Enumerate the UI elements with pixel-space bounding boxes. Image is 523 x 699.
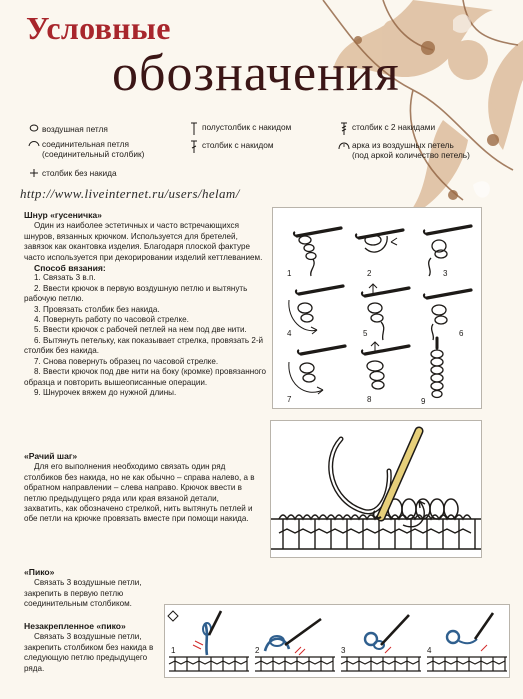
source-url: http://www.liveinternet.ru/users/helam/ — [20, 186, 240, 201]
figure-number: 8 — [367, 395, 372, 404]
symbol-legend — [0, 116, 523, 180]
section-heading: «Рачий шаг» — [24, 451, 78, 461]
crab-stitch-figure — [270, 420, 482, 558]
legend-item-treble — [336, 122, 435, 136]
double-crochet-symbol-icon — [186, 140, 202, 154]
chain-symbol-icon — [26, 124, 42, 138]
legend-label: воздушная петля — [42, 124, 108, 134]
figure-number: 4 — [427, 646, 432, 655]
page-title-line1: Условные — [26, 10, 171, 46]
plus-symbol-icon — [26, 168, 42, 182]
cord-step-4 — [287, 286, 343, 338]
figure-number: 7 — [287, 395, 292, 404]
cord-step-6 — [424, 290, 471, 340]
legend-label: столбик с накидом — [202, 140, 274, 150]
crab-stitch-illustration — [271, 421, 481, 557]
legend-item-chain — [26, 124, 108, 138]
figure-number: 9 — [421, 397, 426, 406]
legend-label: соединительная петля — [42, 139, 129, 149]
section-text: Связать 3 воздушные петли, закрепить столбиком без накида в следующую петлю предыдущего ряда. — [24, 632, 154, 673]
step-item: 3. Провязать столбик без накида. — [34, 304, 160, 314]
section-text: Для его выполнения необходимо связать один ряд столбиков без накида, но не как обычно – справа налево, а в обратном направлении – слева направо. Крючок ввести в петлю предыдущего ряда или края вязаной детали, захватить, как обозначено стрелкой, нить вытянуть петлей и обе петли на крючке провязать вместе при помощи накида. — [24, 462, 255, 524]
cord-step-5 — [362, 284, 409, 340]
section-cord — [24, 210, 266, 398]
cord-step-8 — [362, 342, 409, 404]
legend-label: полустолбик с накидом — [202, 122, 292, 132]
picot-step — [341, 615, 421, 671]
picot-steps-illustration — [165, 605, 509, 677]
cord-step-7 — [287, 346, 345, 404]
section-text: Связать 3 воздушные петли, закрепить в первую петлю соединительным столбиком. — [24, 578, 142, 609]
cord-steps-illustration — [273, 208, 481, 408]
cord-step-2 — [356, 230, 403, 278]
diamond-icon — [168, 611, 178, 621]
step-item: 1. Связать 3 в.п. — [34, 273, 96, 283]
method-title: Способ вязания: — [34, 263, 106, 274]
slip-stitch-symbol-icon — [26, 139, 42, 153]
step-item: 6. Вытянуть петельку, как показывает стрелка, провязать 2-й столбик без накида. — [24, 335, 264, 356]
steps-list — [24, 273, 266, 398]
page-title-line2: обозначения — [112, 45, 400, 102]
figure-number: 5 — [363, 329, 368, 338]
figure-number: 6 — [459, 329, 464, 338]
legend-item-slip-stitch — [26, 139, 144, 159]
picot-step — [427, 613, 507, 671]
section-picot — [24, 567, 164, 610]
section-heading: Шнур «гусеничка» — [24, 210, 102, 220]
step-item: 7. Снова повернуть образец по часовой стрелке. — [34, 356, 219, 366]
cord-step-3 — [424, 226, 471, 278]
picot-step — [255, 619, 335, 671]
figure-number: 3 — [443, 269, 448, 278]
section-heading: «Пико» — [24, 567, 55, 577]
step-item: 2. Ввести крючок в первую воздушную петлю и вытянуть рабочую петлю. — [24, 283, 248, 304]
half-double-symbol-icon — [186, 122, 202, 136]
figure-number: 4 — [287, 329, 292, 338]
section-open-picot — [24, 621, 164, 674]
legend-label: столбик с 2 накидами — [352, 122, 436, 132]
step-item: 9. Шнурочек вяжем до нужной длины. — [34, 387, 177, 397]
step-item: 4. Повернуть работу по часовой стрелке. — [34, 315, 189, 325]
floral-decoration — [263, 0, 523, 230]
treble-symbol-icon — [336, 122, 352, 136]
cord-step-9 — [421, 338, 443, 406]
figure-number: 3 — [341, 646, 346, 655]
legend-label: (под аркой количество петель) — [352, 150, 470, 160]
picot-steps-figure — [164, 604, 510, 678]
section-crab-stitch — [24, 451, 260, 525]
figure-number: 2 — [367, 269, 372, 278]
arch-symbol-icon — [336, 140, 352, 154]
legend-item-half-double — [186, 122, 291, 136]
picot-step — [169, 611, 249, 671]
section-heading: Незакрепленное «пико» — [24, 621, 126, 631]
legend-label: (соединительный столбик) — [42, 149, 145, 159]
cord-step-1 — [287, 228, 341, 278]
step-item: 8. Ввести крючок под две нити на боку (кромке) провязанного образца и повторить вышеописанные операции. — [24, 367, 266, 387]
legend-label: арка из воздушных петель — [352, 140, 454, 150]
step-item: 5. Ввести крючок с рабочей петлей на нем под две нити. — [34, 325, 247, 335]
figure-number: 2 — [255, 646, 260, 655]
legend-item-single-crochet — [26, 168, 117, 182]
cord-steps-figure — [272, 207, 482, 409]
legend-label: столбик без накида — [42, 168, 117, 178]
legend-item-arch — [336, 140, 470, 160]
legend-item-double-crochet — [186, 140, 274, 154]
section-intro: Один из наиболее эстетичных и часто встречающихся шнуров, вязанных крючком. Используется для бретелей, завязок как окантовка изделия. Благодаря плоской фактуре часто используется при декорировании изделий кеттлеванием. — [24, 221, 263, 262]
figure-number: 1 — [171, 646, 176, 655]
figure-number: 1 — [287, 269, 292, 278]
